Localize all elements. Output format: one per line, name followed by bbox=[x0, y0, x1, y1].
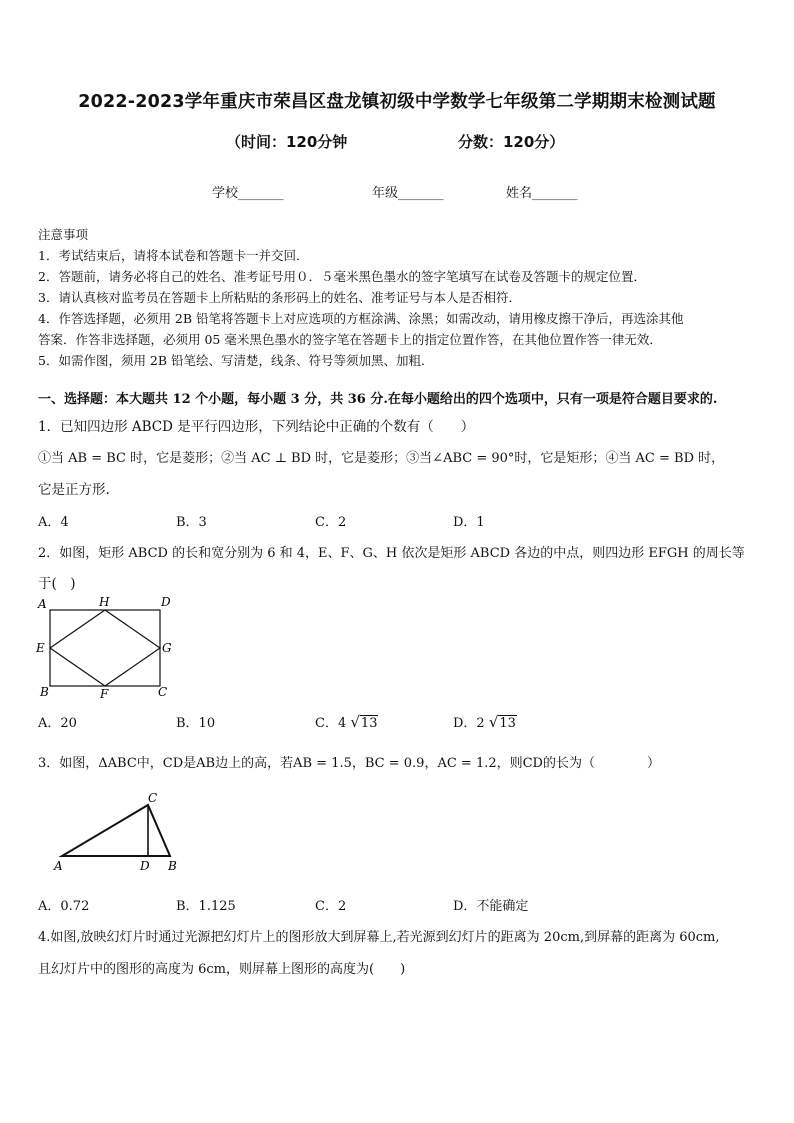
exam-title: 2022-2023学年重庆市荣昌区盘龙镇初级中学数学七年级第二学期期末检测试题 bbox=[78, 92, 716, 112]
label-d: D bbox=[161, 595, 171, 609]
rectangle-abcd bbox=[50, 610, 160, 686]
label-h: H bbox=[99, 595, 110, 609]
option-b: B．1.125 bbox=[176, 899, 236, 914]
note-item: 1．考试结束后，请将本试卷和答题卡一并交回． bbox=[38, 248, 309, 263]
option-c-label: C．4 bbox=[315, 716, 347, 731]
option-b: B．3 bbox=[176, 515, 207, 530]
label-c: C bbox=[148, 791, 158, 805]
note-item: 答案．作答非选择题，必须用 05 毫米黑色墨水的签字笔在答题卡上的指定位置作答，在其他位置作答一律无效． bbox=[38, 332, 662, 347]
option-c: C．2 bbox=[315, 515, 347, 530]
option-b: B．10 bbox=[176, 716, 216, 731]
q3-stem: 3．如图，ΔABC中，CD是AB边上的高，若AB = 1.5，BC = 0.9，AC = 1.2，则CD的长为（ ） bbox=[38, 756, 660, 771]
rectangle-figure bbox=[30, 594, 180, 700]
notes-block bbox=[38, 224, 760, 371]
q2-stem-cont: 于( ) bbox=[38, 576, 76, 592]
note-item: 3．请认真核对监考员在答题卡上所粘贴的条形码上的姓名、准考证号与本人是否相符． bbox=[38, 290, 521, 305]
rhombus-efgh bbox=[50, 610, 160, 686]
note-item: 2．答题前，请务必将自己的姓名、准考证号用０．５毫米黑色墨水的签字笔填写在试卷及答题卡的规定位置． bbox=[38, 269, 646, 284]
option-c bbox=[315, 712, 378, 731]
triangle-figure bbox=[48, 790, 188, 876]
label-a: A bbox=[38, 597, 47, 611]
grade-field: 年级_______ bbox=[372, 186, 444, 201]
q1-conditions-cont: 它是正方形. bbox=[38, 482, 110, 498]
notes-heading: 注意事项 bbox=[38, 227, 89, 242]
name-field: 姓名_______ bbox=[506, 186, 578, 201]
option-d: D．1 bbox=[453, 515, 485, 530]
option-a: A．4 bbox=[38, 515, 69, 530]
option-d-label: D．2 bbox=[453, 716, 485, 731]
option-a: A．0.72 bbox=[38, 899, 90, 914]
label-b: B bbox=[40, 685, 49, 699]
q1-conditions: ①当 AB = BC 时，它是菱形；②当 AC ⊥ BD 时，它是菱形；③当∠ABC = 90°时，它是矩形；④当 AC = BD 时， bbox=[38, 451, 725, 466]
label-e: E bbox=[36, 641, 45, 655]
option-d bbox=[453, 712, 517, 731]
sqrt-sign: √ bbox=[488, 713, 499, 731]
option-a: A．20 bbox=[38, 716, 77, 731]
sqrt-sign: √ bbox=[350, 713, 360, 731]
triangle-abc bbox=[62, 805, 170, 856]
label-f: F bbox=[100, 687, 109, 700]
label-c: C bbox=[158, 685, 168, 699]
radicand: 13 bbox=[499, 716, 516, 731]
school-field: 学校_______ bbox=[212, 186, 284, 201]
q4-stem: 4.如图,放映幻灯片时通过光源把幻灯片上的图形放大到屏幕上,若光源到幻灯片的距离为 20cm,到屏幕的距离为 60cm, bbox=[38, 930, 720, 945]
label-g: G bbox=[162, 641, 172, 655]
q4-stem-cont: 且幻灯片中的图形的高度为 6cm，则屏幕上图形的高度为( ) bbox=[38, 962, 406, 977]
option-c: C．2 bbox=[315, 899, 347, 914]
radicand: 13 bbox=[360, 716, 378, 731]
section-heading: 一、选择题：本大题共 12 个小题，每小题 3 分，共 36 分.在每小题给出的四个选项中，只有一项是符合题目要求的. bbox=[38, 392, 718, 407]
label-b: B bbox=[168, 859, 177, 873]
q2-stem: 2．如图，矩形 ABCD 的长和宽分别为 6 和 4，E、F、G、H 依次是矩形 ABCD 各边的中点，则四边形 EFGH 的周长等 bbox=[38, 546, 745, 561]
note-item: 4．作答选择题，必须用 2B 铅笔将答题卡上对应选项的方框涂满、涂黑；如需改动，请用橡皮擦干净后，再选涂其他 bbox=[38, 311, 684, 326]
note-item: 5．如需作图，须用 2B 铅笔绘、写清楚，线条、符号等须加黑、加粗． bbox=[38, 353, 434, 368]
q1-stem: 1．已知四边形 ABCD 是平行四边形，下列结论中正确的个数有（ ） bbox=[38, 419, 475, 435]
label-d: D bbox=[140, 859, 150, 873]
label-a: A bbox=[54, 859, 63, 873]
exam-score: 分数：120分） bbox=[458, 133, 565, 151]
exam-time: （时间：120分钟 bbox=[226, 133, 348, 151]
option-d: D．不能确定 bbox=[453, 899, 529, 914]
